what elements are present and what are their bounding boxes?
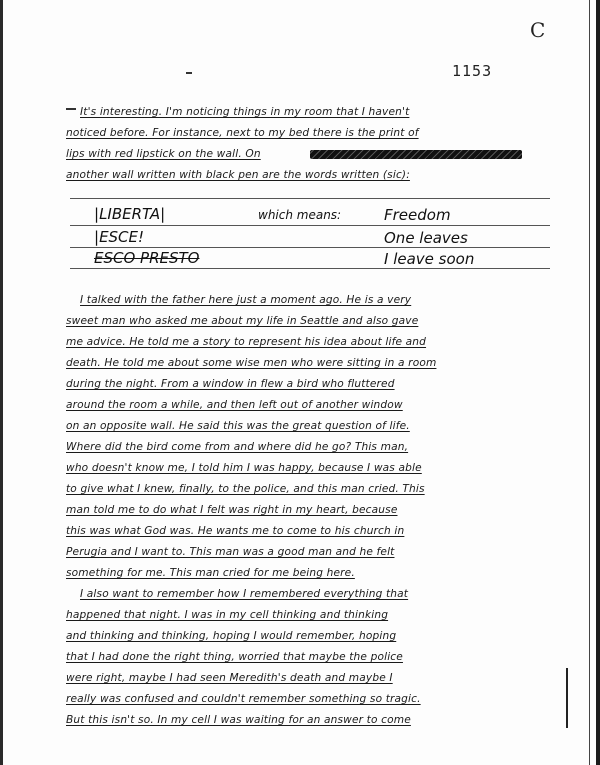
text-line: really was confused and couldn't remember something so tragic. [66, 693, 421, 705]
text-line: It's interesting. I'm noticing things in my room that I haven't [80, 106, 410, 118]
word-original: |LIBERTA| [94, 205, 166, 223]
text-line: noticed before. For instance, next to my bed there is the print of [66, 127, 419, 139]
word-original: ESCO PRESTO [94, 249, 200, 267]
ruled-line [70, 225, 550, 226]
right-page-edge [596, 0, 600, 765]
text-line: another wall written with black pen are the words written (sic): [66, 169, 410, 181]
text-line: around the room a while, and then left out of another window [66, 399, 403, 411]
text-line: me advice. He told me a story to represent his idea about life and [66, 336, 427, 348]
text-line: and thinking and thinking, hoping I would remember, hoping [66, 630, 397, 642]
word-connector: which means: [258, 208, 342, 222]
scribbled-out-text [310, 150, 522, 159]
word-meaning: Freedom [384, 206, 451, 224]
text-line: death. He told me about some wise men who were sitting in a room [66, 357, 437, 369]
text-line: man told me to do what I felt was right in my heart, because [66, 504, 398, 516]
ruled-line [70, 268, 550, 269]
corner-mark: C [530, 18, 546, 42]
text-line: But this isn't so. In my cell I was waiting for an answer to come [66, 714, 411, 726]
text-line: I also want to remember how I remembered everything that [80, 588, 409, 600]
word-meaning: One leaves [384, 229, 468, 247]
text-line: on an opposite wall. He said this was the great question of life. [66, 420, 410, 432]
text-line: Perugia and I want to. This man was a good man and he felt [66, 546, 395, 558]
ruled-line [70, 247, 550, 248]
ruled-line [70, 198, 550, 199]
text-line: to give what I knew, finally, to the police, and this man cried. This [66, 483, 425, 495]
word-original: |ESCE! [94, 228, 145, 246]
text-line: were right, maybe I had seen Meredith's death and maybe I [66, 672, 393, 684]
left-page-edge [0, 0, 3, 765]
word-meaning: I leave soon [384, 250, 475, 268]
margin-bracket [566, 668, 568, 728]
pen-tick [186, 72, 192, 74]
text-line: that I had done the right thing, worried that maybe the police [66, 651, 403, 663]
right-page-edge-line [589, 0, 590, 765]
text-line: lips with red lipstick on the wall. On [66, 148, 261, 160]
text-line: sweet man who asked me about my life in Seattle and also gave [66, 315, 419, 327]
text-line: something for me. This man cried for me being here. [66, 567, 355, 579]
page-number: 1153 [452, 62, 493, 80]
text-line: this was what God was. He wants me to come to his church in [66, 525, 405, 537]
text-line: Where did the bird come from and where did he go? This man, [66, 441, 409, 453]
text-line: I talked with the father here just a moment ago. He is a very [80, 294, 412, 306]
indent-dash [66, 108, 76, 110]
text-line: who doesn't know me, I told him I was happy, because I was able [66, 462, 422, 474]
text-line: during the night. From a window in flew a bird who fluttered [66, 378, 395, 390]
text-line: happened that night. I was in my cell thinking and thinking [66, 609, 389, 621]
